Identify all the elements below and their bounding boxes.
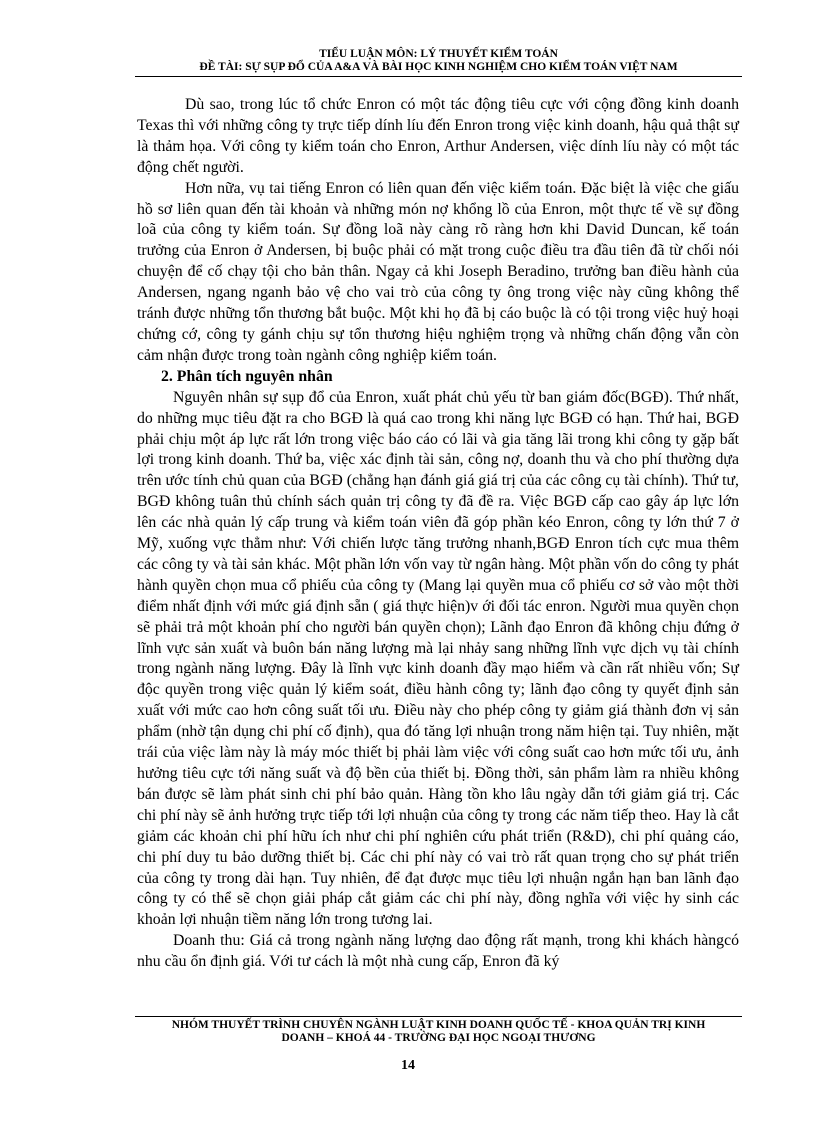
footer-line-2: DOANH – KHOÁ 44 - TRƯỜNG ĐẠI HỌC NGOẠI THƯƠNG	[281, 1032, 596, 1044]
page-footer	[135, 1019, 742, 1045]
section-heading: 2. Phân tích nguyên nhân	[161, 367, 333, 385]
footer-line-1: NHÓM THUYẾT TRÌNH CHUYÊN NGÀNH LUẬT KINH DOANH QUỐC TẾ - KHOA QUẢN TRỊ KINH	[171, 1019, 706, 1031]
page-body	[137, 95, 739, 973]
footer-divider	[135, 1016, 742, 1017]
page-number: 14	[401, 1058, 415, 1073]
paragraph-1: Dù sao, trong lúc tổ chức Enron có một tác động tiêu cực với cộng đồng kinh doanh Texas thì với những công ty trực tiếp dính líu đến Enron trong việc kinh doanh, hậu quả thật sự là thảm họa. Với công ty kiểm toán cho Enron, Arthur Andersen, việc dính líu này có một tác động chết người.	[137, 96, 739, 176]
paragraph-3: Nguyên nhân sự sụp đổ của Enron, xuất phát chủ yếu từ ban giám đốc(BGĐ). Thứ nhất, do những mục tiêu đặt ra cho BGĐ là quá cao trong khi năng lực BGĐ có hạn. Thứ hai, BGĐ phải chịu một áp lực rất lớn trong việc báo cáo có lãi và gia tăng lãi trong khi công ty gặp bất lợi trong kinh doanh. Thứ ba, việc xác định tài sản, công nợ, doanh thu và cho phí thường dựa trên ước tính chủ quan của BGĐ (chẳng hạn đánh giá giá trị của các công cụ tài chính). Thứ tư, BGĐ không tuân thủ chính sách quản trị công ty đã đề ra. Việc BGĐ cấp cao gây áp lực lớn lên các nhà quản lý cấp trung và kiểm toán viên đã góp phần kéo Enron, công ty lớn thứ 7 ở Mỹ, xuống vực thẳm như: Với chiến lược tăng trưởng nhanh,BGĐ Enron tích cực mua thêm các công ty và tài sản khác. Một phần lớn vốn vay từ ngân hàng. Một phần vốn do công ty phát hành quyền chọn mua cổ phiếu của công ty (Mang lại quyền mua cổ phiếu cơ sở vào một thời điểm nhất định với mức giá định sẵn ( giá thực hiện)v ới đối tác enron. Người mua quyền chọn sẽ phải trả một khoản phí cho người bán quyền chọn); Lãnh đạo Enron đã không chịu đứng ở lĩnh vực sản xuất và buôn bán năng lượng mà lại nhảy sang những lĩnh vực dịch vụ tài chính trong ngành năng lượng. Đây là lĩnh vực kinh doanh đầy mạo hiểm và cần rất nhiều vốn; Sự độc quyền trong việc quản lý kiểm soát, điều hành công ty; lãnh đạo công ty quyết định sản xuất với mức cao hơn công suất tối ưu. Điều này cho phép công ty giảm giá thành đơn vị sản phẩm (nhờ tận dụng chi phí cố định), qua đó tăng lợi nhuận trong năm hiện tại. Tuy nhiên, mặt trái của việc làm này là máy móc thiết bị phải làm việc với công suất cao hơn mức tối ưu, ảnh hưởng tiêu cực tới năng suất và độ bền của thiết bị. Đồng thời, sản phẩm làm ra nhiều không bán được sẽ làm phát sinh chi phí bảo quản. Hàng tồn kho lâu ngày dẫn tới giảm giá trị. Các chi phí này sẽ ảnh hưởng trực tiếp tới lợi nhuận của công ty trong các năm tiếp theo. Hay là cắt giảm các khoản chi phí hữu ích như chi phí nghiên cứu phát triển (R&D), chi phí quảng cáo, chi phí duy tu bảo dưỡng thiết bị. Các chi phí này có vai trò rất quan trọng cho sự phát triển của công ty trong dài hạn. Tuy nhiên, để đạt được mục tiêu lợi nhuận ngắn hạn ban lãnh đạo công ty có thể sẽ chọn giải pháp cắt giảm các chi phí này, đồng nghĩa với việc hy sinh các khoản lợi nhuận tiềm năng lớn trong tương lai.	[137, 388, 739, 929]
header-course-title: TIỂU LUẬN MÔN: LÝ THUYẾT KIỂM TOÁN	[319, 48, 558, 60]
page-header	[135, 48, 742, 74]
paragraph-2: Hơn nữa, vụ tai tiếng Enron có liên quan đến việc kiểm toán. Đặc biệt là việc che giấu hồ sơ liên quan đến tài khoản và những món nợ khổng lồ của Enron, một thực tế về sự đồng loã của công ty kiểm toán. Sự đồng loã này càng rõ ràng hơn khi David Duncan, kế toán trưởng của Enron ở Andersen, bị buộc phải có mặt trong cuộc điều tra đầu tiên đã từ chối nói chuyện để cố chạy tội cho bản thân. Ngay cả khi Joseph Beradino, trưởng ban điều hành của Andersen, ngang nganh bảo vệ cho vai trò của công ty ông trong việc này cũng không thể tránh được những tổn thương bắt buộc. Một khi họ đã bị cáo buộc là có tội trong việc huỷ hoại chứng cớ, công ty gánh chịu sự tổn thương hiệu nghiệm trọng và những chấn động vẫn còn cảm nhận được trong toàn ngành công nghiệp kiểm toán.	[137, 179, 739, 364]
paragraph-4: Doanh thu: Giá cả trong ngành năng lượng dao động rất mạnh, trong khi khách hàngcó nhu cầu ổn định giá. Với tư cách là một nhà cung cấp, Enron đã ký	[137, 932, 739, 971]
header-divider	[135, 76, 742, 77]
header-topic-title: ĐỀ TÀI: SỰ SỤP ĐỔ CỦA A&A VÀ BÀI HỌC KINH NGHIỆM CHO KIỂM TOÁN VIỆT NAM	[199, 61, 678, 73]
